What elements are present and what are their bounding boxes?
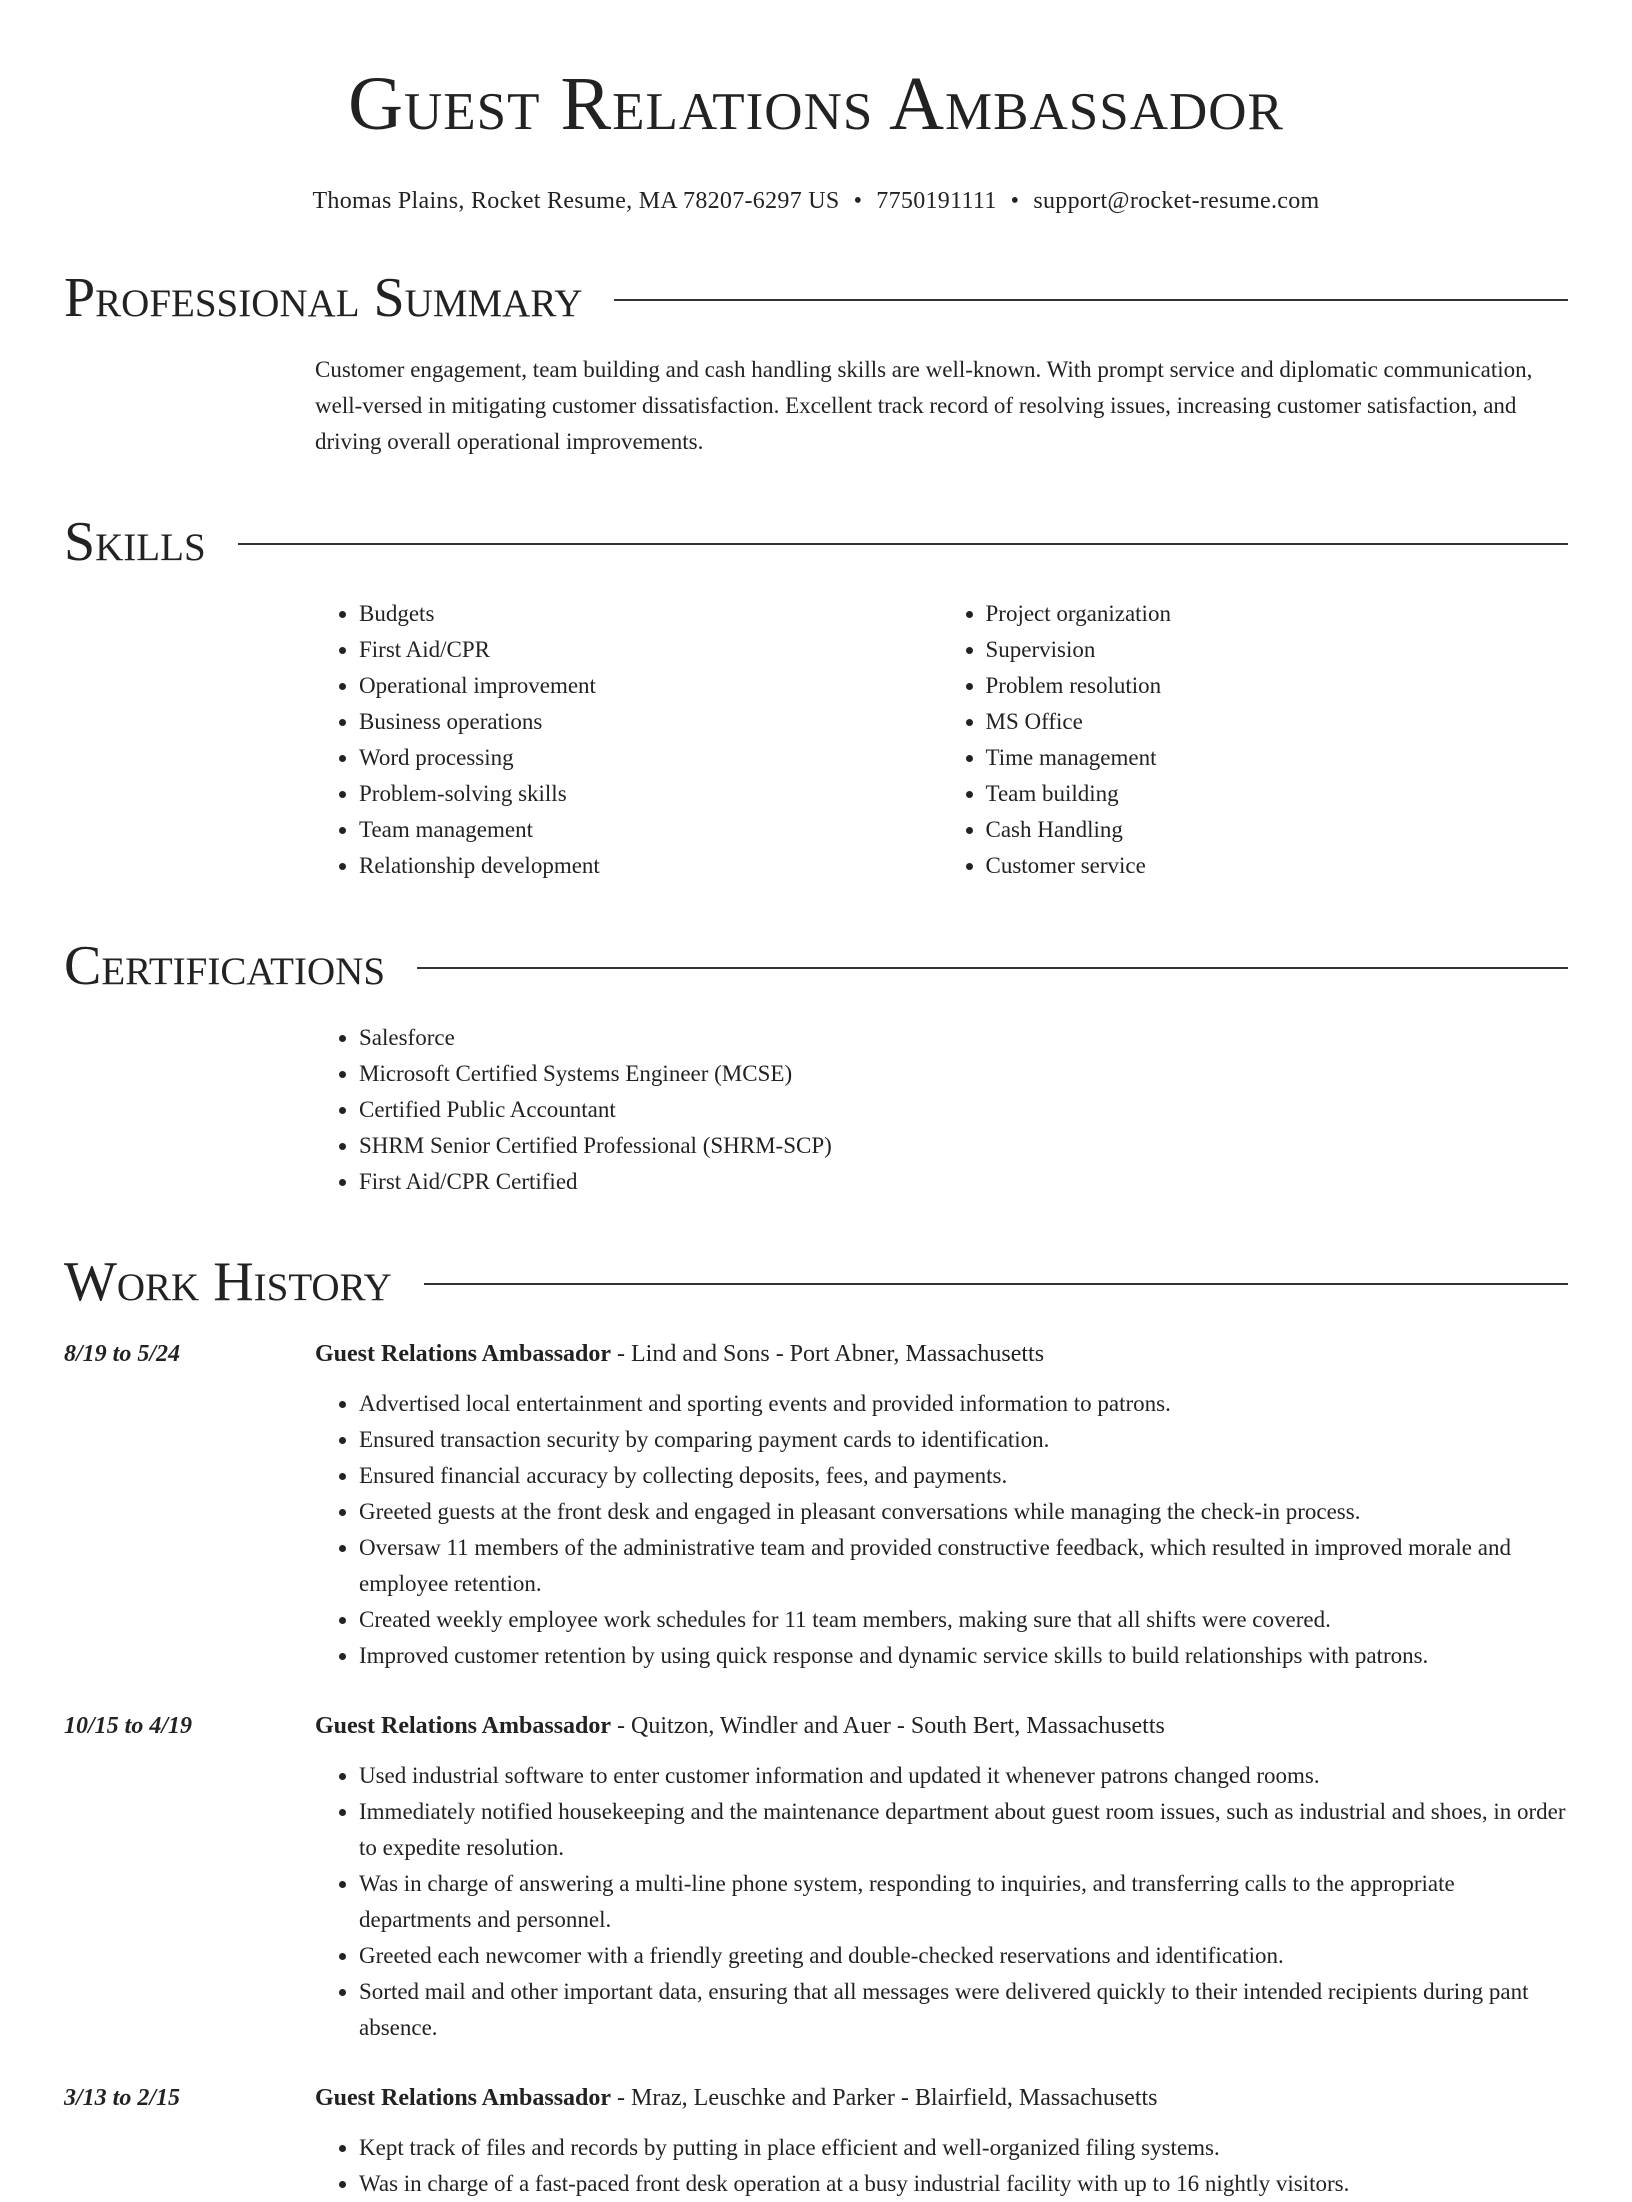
- skill-item: • Operational improvement: [359, 668, 942, 704]
- skills-section-header: [64, 512, 1568, 572]
- job-role: Guest Relations Ambassador: [315, 1713, 612, 1739]
- certifications-heading: Certifications: [64, 935, 386, 997]
- skills-list: [315, 596, 1568, 884]
- contact-phone: 7750191111: [876, 188, 997, 214]
- job-bullet: • Created weekly employee work schedules for 11 team members, making sure that all shifts were covered.: [359, 1602, 1568, 1638]
- contact-line: [64, 186, 1568, 216]
- job-bullet: • Was in charge of answering a multi-line phone system, responding to inquiries, and transferring calls to the appropriate departments and personnel.: [359, 1866, 1568, 1938]
- job-bullet: • Improved customer retention by using quick response and dynamic service skills to build relationships with patrons.: [359, 1638, 1568, 1674]
- job-dates: 3/13 to 2/15: [64, 2085, 181, 2111]
- skill-item: • Project organization: [986, 596, 1569, 632]
- work-history-section-header: [64, 1252, 1568, 1312]
- skill-item: • Team management: [359, 812, 942, 848]
- skill-item: • Customer service: [986, 848, 1569, 884]
- skill-item: • Word processing: [359, 740, 942, 776]
- skills-column-right: [942, 596, 1569, 884]
- skill-item: • MS Office: [986, 704, 1569, 740]
- job-bullet: • Advertised local entertainment and sporting events and provided information to patrons.: [359, 1386, 1568, 1422]
- contact-separator: •: [853, 188, 863, 214]
- skill-item: • Business operations: [359, 704, 942, 740]
- job-entry: [64, 1708, 1568, 2046]
- job-bullet: • Greeted guests at the front desk and engaged in pleasant conversations while managing the check-in process.: [359, 1494, 1568, 1530]
- job-bullet: • Ensured financial accuracy by collecting deposits, fees, and payments.: [359, 1458, 1568, 1494]
- skill-item: • Team building: [986, 776, 1569, 812]
- work-history-list: [64, 1336, 1568, 2202]
- skill-item: • First Aid/CPR: [359, 632, 942, 668]
- section-divider: [424, 1283, 1568, 1285]
- skill-item: • Supervision: [986, 632, 1569, 668]
- summary-text: Customer engagement, team building and cash handling skills are well-known. With prompt service and diplomatic communication, well-versed in mitigating customer dissatisfaction. Excellent track record of resolving issues, increasing customer satisfaction, and driving overall operational improvements.: [315, 357, 1533, 454]
- job-bullets: [315, 1758, 1568, 2046]
- summary-heading: Professional Summary: [64, 267, 583, 329]
- work-history-heading: Work History: [64, 1251, 392, 1313]
- job-role: Guest Relations Ambassador: [315, 2085, 612, 2111]
- certification-item: • Microsoft Certified Systems Engineer (MCSE): [359, 1056, 1568, 1092]
- section-divider: [238, 543, 1568, 545]
- job-dates: 8/19 to 5/24: [64, 1341, 181, 1367]
- section-divider: [614, 299, 1568, 301]
- job-employer: - Mraz, Leuschke and Parker - Blairfield, Massachusetts: [611, 2085, 1158, 2111]
- job-bullet: • Sorted mail and other important data, ensuring that all messages were delivered quickly to their intended recipients during pant absence.: [359, 1974, 1568, 2046]
- job-bullets: [315, 2130, 1568, 2202]
- job-bullet: • Used industrial software to enter customer information and updated it whenever patrons changed rooms.: [359, 1758, 1568, 1794]
- job-role: Guest Relations Ambassador: [315, 1341, 612, 1367]
- job-employer: - Lind and Sons - Port Abner, Massachusetts: [611, 1341, 1045, 1367]
- skill-item: • Relationship development: [359, 848, 942, 884]
- section-divider: [417, 967, 1568, 969]
- skill-item: • Problem resolution: [986, 668, 1569, 704]
- job-dates: 10/15 to 4/19: [64, 1713, 193, 1739]
- contact-address: Thomas Plains, Rocket Resume, MA 78207-6297 US: [312, 188, 840, 214]
- job-bullet: • Oversaw 11 members of the administrative team and provided constructive feedback, which resulted in improved morale and employee retention.: [359, 1530, 1568, 1602]
- job-bullet: • Immediately notified housekeeping and the maintenance department about guest room issues, such as industrial and shoes, in order to expedite resolution.: [359, 1794, 1568, 1866]
- job-bullet: • Was in charge of a fast-paced front desk operation at a busy industrial facility with up to 16 nightly visitors.: [359, 2166, 1568, 2202]
- job-bullet: • Ensured transaction security by comparing payment cards to identification.: [359, 1422, 1568, 1458]
- certification-item: • Salesforce: [359, 1020, 1568, 1056]
- job-employer: - Quitzon, Windler and Auer - South Bert, Massachusetts: [611, 1713, 1165, 1739]
- summary-section-header: [64, 268, 1568, 328]
- certifications-list: [315, 1020, 1568, 1200]
- contact-email: support@rocket-resume.com: [1033, 188, 1320, 214]
- certification-item: • First Aid/CPR Certified: [359, 1164, 1568, 1200]
- job-bullet: • Kept track of files and records by putting in place efficient and well-organized filing systems.: [359, 2130, 1568, 2166]
- job-entry: [64, 2080, 1568, 2202]
- job-title: [315, 2080, 1158, 2116]
- contact-separator: •: [1010, 188, 1020, 214]
- job-entry: [64, 1336, 1568, 1674]
- certification-item: • SHRM Senior Certified Professional (SHRM-SCP): [359, 1128, 1568, 1164]
- skills-heading: Skills: [64, 511, 206, 573]
- job-bullet: • Greeted each newcomer with a friendly greeting and double-checked reservations and identification.: [359, 1938, 1568, 1974]
- skill-item: • Time management: [986, 740, 1569, 776]
- skill-item: • Budgets: [359, 596, 942, 632]
- skills-column-left: [315, 596, 942, 884]
- resume-name: Guest Relations Ambassador: [348, 62, 1284, 146]
- job-title: [315, 1336, 1044, 1372]
- skill-item: • Problem-solving skills: [359, 776, 942, 812]
- certifications-section-header: [64, 936, 1568, 996]
- job-bullets: [315, 1386, 1568, 1674]
- skill-item: • Cash Handling: [986, 812, 1569, 848]
- certification-item: • Certified Public Accountant: [359, 1092, 1568, 1128]
- job-title: [315, 1708, 1165, 1744]
